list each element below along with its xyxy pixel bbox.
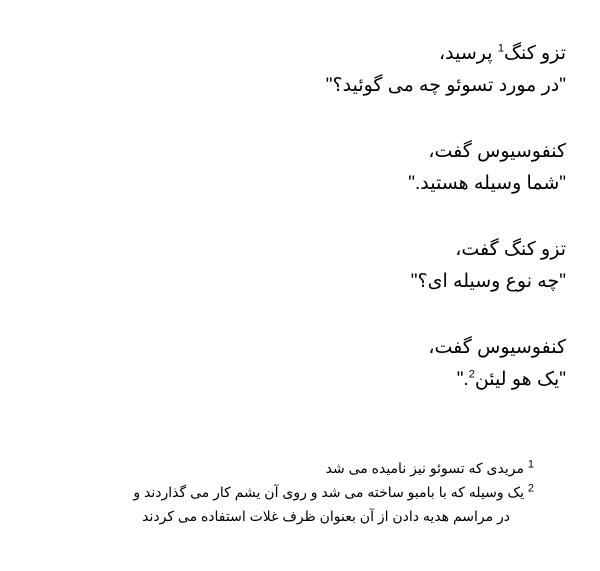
footnote-1 — [14, 456, 534, 480]
speaker-name: کنفوسیوس — [477, 337, 566, 358]
utterance-line — [26, 364, 566, 396]
dialogue — [26, 38, 566, 430]
footnote-marker: 1 — [527, 458, 534, 471]
stanza-4 — [26, 332, 566, 396]
speech-verb: گفت، — [428, 337, 472, 358]
footnote-text: مریدی که تسوئو نیز نامیده می شد — [325, 460, 524, 476]
footnote-2-continuation: در مراسم هدیه دادن از آن بعنوان ظرف غلات استفاده می کردند — [142, 508, 510, 524]
footnotes — [14, 456, 534, 528]
footnote-ref: 1 — [497, 42, 504, 55]
utterance-text: "یک هو لیئن — [474, 369, 566, 390]
speaker-line — [26, 332, 566, 364]
speech-verb: پرسید، — [439, 43, 493, 64]
stanza-2 — [26, 136, 566, 200]
utterance-line: "در مورد تسوئو چه می گوئید؟" — [325, 75, 566, 96]
speaker-line — [26, 38, 566, 70]
speech-verb: گفت، — [428, 141, 472, 162]
utterance-end: ." — [456, 369, 469, 390]
speaker-line — [26, 136, 566, 168]
speaker-name: کنفوسیوس — [477, 141, 566, 162]
footnote-ref: 2 — [468, 368, 475, 381]
stanza-3 — [26, 234, 566, 298]
footnote-2 — [14, 480, 534, 504]
utterance-line: "شما وسیله هستید." — [408, 173, 566, 194]
footnote-marker: 2 — [527, 482, 534, 495]
footnote-text: یک وسیله که با بامبو ساخته می شد و روی آن یشم کار می گذاردند و — [133, 484, 524, 500]
stanza-1 — [26, 38, 566, 102]
speaker-line — [26, 234, 566, 266]
utterance-line: "چه نوع وسیله ای؟" — [410, 271, 566, 292]
speaker-name: تزو کنگ — [503, 239, 566, 260]
speaker-name: تزو کنگ — [503, 43, 566, 64]
speech-verb: گفت، — [455, 239, 499, 260]
